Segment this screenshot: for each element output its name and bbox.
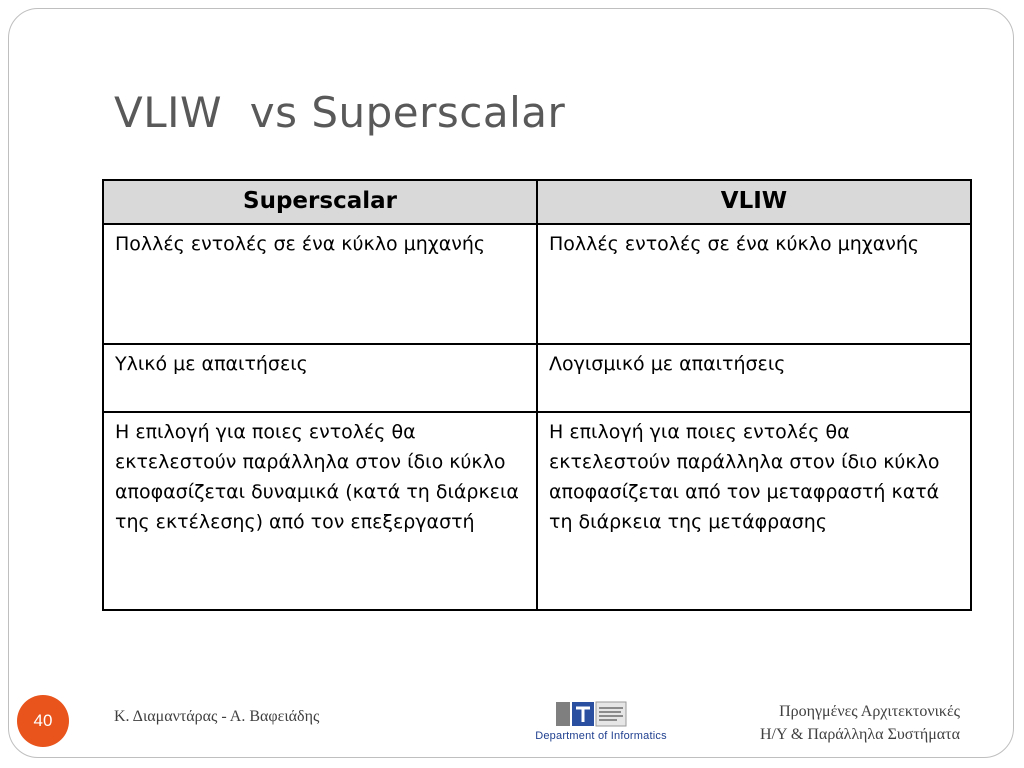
- cell-vliw: Η επιλογή για ποιες εντολές θα εκτελεστούν παράλληλα στον ίδιο κύκλο αποφασίζεται από τον μεταφραστή κατά τη διάρκεια της μετάφρασης: [537, 412, 971, 610]
- course-title-line-1: Προηγμένες Αρχιτεκτονικές: [779, 703, 960, 720]
- cell-superscalar: Υλικό με απαιτήσεις: [103, 344, 537, 412]
- table-row: [103, 344, 971, 412]
- cell-vliw: Πολλές εντολές σε ένα κύκλο μηχανής: [537, 224, 971, 344]
- comparison-table: [102, 179, 972, 611]
- cell-vliw: Λογισμικό με απαιτήσεις: [537, 344, 971, 412]
- course-title-line-2: Η/Υ & Παράλληλα Συστήματα: [759, 726, 960, 743]
- cell-superscalar: Η επιλογή για ποιες εντολές θα εκτελεστούν παράλληλα στον ίδιο κύκλο αποφασίζεται δυναμικά (κατά τη διάρκεια της εκτέλεσης) από τον επεξεργαστή: [103, 412, 537, 610]
- department-logo-text: Department of Informatics: [535, 730, 667, 742]
- cell-superscalar: Πολλές εντολές σε ένα κύκλο μηχανής: [103, 224, 537, 344]
- department-logo: [526, 700, 676, 746]
- table-row: [103, 412, 971, 610]
- table-header-row: [103, 180, 971, 224]
- tei-thessaloniki-logo-icon: [556, 700, 628, 728]
- course-title: [760, 700, 960, 746]
- slide-title: VLIW vs Superscalar: [114, 88, 566, 137]
- header-vliw: VLIW: [537, 180, 971, 224]
- author-credit: Κ. Διαμαντάρας - Α. Βαφειάδης: [114, 708, 320, 725]
- page-number: 40: [33, 711, 53, 730]
- header-superscalar: Superscalar: [103, 180, 537, 224]
- table-row: [103, 224, 971, 344]
- page-number-badge: [17, 695, 69, 747]
